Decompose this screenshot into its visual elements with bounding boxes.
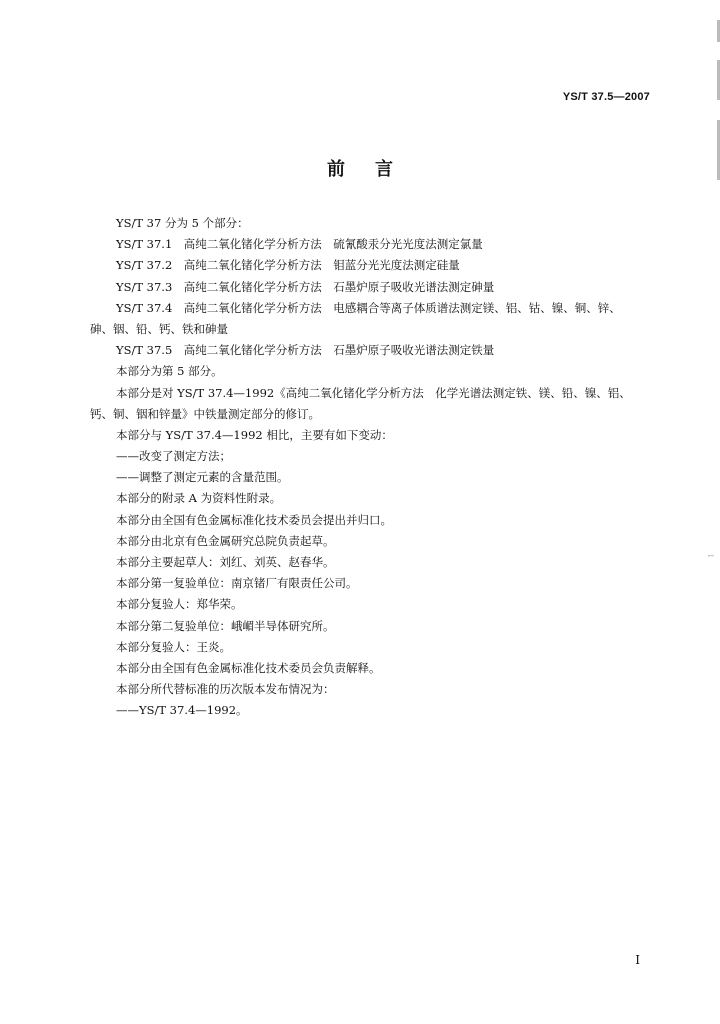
paragraph-line: 本部分第一复验单位：南京锗厂有限责任公司。: [116, 576, 358, 591]
paragraph-line: 本部分所代替标准的历次版本发布情况为：: [116, 682, 335, 697]
paragraph-line: 本部分的附录 A 为资料性附录。: [116, 491, 282, 506]
paragraph-line: YS/T 37.3 高纯二氧化锗化学分析方法 石墨炉原子吸收光谱法测定砷量: [116, 279, 495, 294]
paragraph-line: 本部分复验人：郑华荣。: [116, 597, 243, 612]
paragraph-line: 本部分为第 5 部分。: [116, 364, 223, 379]
paragraph-line: 本部分由全国有色金属标准化技术委员会负责解释。: [116, 660, 381, 675]
paragraph-line: 本部分由全国有色金属标准化技术委员会提出并归口。: [116, 512, 392, 527]
paragraph-line: YS/T 37.2 高纯二氧化锗化学分析方法 钼蓝分光光度法测定硅量: [116, 258, 460, 273]
margin-mark: --: [707, 551, 714, 561]
paragraph-line: 本部分与 YS/T 37.4—1992 相比，主要有如下变动：: [116, 427, 393, 442]
document-code: YS/T 37.5—2007: [562, 91, 650, 103]
foreword-body: [90, 213, 656, 722]
paragraph-line: 本部分主要起草人：刘红、刘英、赵春华。: [116, 555, 335, 569]
paragraph-line: ——改变了测定方法；: [116, 449, 231, 464]
paragraph-line: ——调整了测定元素的含量范围。: [116, 470, 289, 485]
paragraph-line: 钙、铜、铟和锌量》中铁量测定部分的修订。: [90, 406, 320, 421]
paragraph-line: 本部分由北京有色金属研究总院负责起草。: [116, 533, 335, 548]
paragraph-line: YS/T 37.5 高纯二氧化锗化学分析方法 石墨炉原子吸收光谱法测定铁量: [116, 343, 495, 358]
paragraph-line: 本部分第二复验单位：峨嵋半导体研究所。: [116, 618, 335, 633]
paragraph-line: YS/T 37.1 高纯二氧化锗化学分析方法 硫氰酸汞分光光度法测定氯量: [116, 237, 483, 252]
paragraph-line: YS/T 37.4 高纯二氧化锗化学分析方法 电感耦合等离子体质谱法测定镁、铝、钴、镍、铜、锌、: [116, 300, 621, 315]
paragraph-line: YS/T 37 分为 5 个部分：: [116, 216, 249, 230]
paragraph-line: ——YS/T 37.4—1992。: [116, 703, 248, 718]
paragraph-line: 本部分是对 YS/T 37.4—1992《高纯二氧化锗化学分析方法 化学光谱法测定铁、镁、铅、镍、铝、: [116, 385, 631, 400]
page-number: I: [635, 953, 640, 967]
paragraph-line: 砷、铟、铅、钙、铁和砷量: [90, 321, 228, 336]
page-title: 前言: [327, 159, 423, 180]
paragraph-line: 本部分复验人：王炎。: [116, 639, 231, 654]
